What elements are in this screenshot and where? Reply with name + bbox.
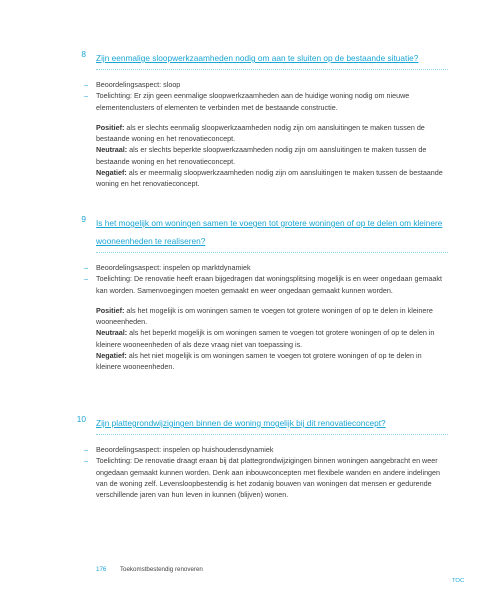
dash-marker: – (84, 456, 88, 466)
section-9 (81, 213, 448, 373)
question-number: 9 (81, 214, 86, 224)
bullet-item: – Beoordelingsaspect: sloop (84, 80, 181, 89)
rating-negative: Negatief: als het niet mogelijk is om woningen samen te voegen tot grotere woningen of op te delen in kleinere wooneenheden. (96, 351, 422, 372)
question-link[interactable]: Zijn eenmalige sloopwerkzaamheden nodig om aan te sluiten op de bestaande situatie? (96, 53, 419, 63)
question-number: 10 (76, 414, 86, 424)
dash-marker: – (84, 263, 88, 272)
rating-positive: Positief: als er slechts eenmalig sloopwerkzaamheden nodig zijn om aansluitingen te maken tussen de bestaande woning en het renovatieconcept. (96, 122, 425, 144)
question-heading (76, 413, 448, 435)
bullet-list (84, 444, 448, 500)
dash-marker: – (84, 274, 88, 284)
rating-neutral: Neutraal: als het beperkt mogelijk is om woningen samen te voegen tot grotere woningen of op te delen in kleinere wooneenheden of als deze vraag niet van toepassing is. (96, 328, 435, 349)
bullet-list (84, 79, 448, 113)
bullet-item: – Beoordelingsaspect: inspelen op marktdynamiek (84, 263, 251, 272)
section-8 (81, 48, 448, 190)
rating-neutral: Neutraal: als er slechts beperkte sloopwerkzaamheden nodig zijn om aansluitingen te maken tussen de bestaande woning en het renovatieconcept. (96, 145, 427, 166)
question-number: 8 (81, 49, 86, 59)
bullet-item: – Toelichting: De renovatie draagt eraan bij dat plattegrondwijzigingen binnen woningen aangebracht en weer ongedaan gemaakt kunnen worden. Denk aan inbouwconcepten met flexibele wanden en andere indelingen van de woning zelf. Levensloopbestendig is het zodanig bouwen van woningen dat mensen er gedurende verschillende jaren van hun leven in kunnen (blijven) wonen. (84, 456, 441, 500)
bullet-item: – Beoordelingsaspect: inspelen op huishoudensdynamiek (84, 445, 274, 454)
bullet-item: – Toelichting: De renovatie heeft eraan bijgedragen dat woningsplitsing mogelijk is en weer ongedaan gemaakt kan worden. Samenvoegingen moeten gemaakt en weer ongedaan gemaakt kunnen worden. (84, 274, 443, 295)
document-title: Toekomstbestendig renoveren (119, 566, 203, 573)
bullet-list (84, 262, 448, 296)
ratings-paragraph (96, 122, 448, 190)
toc-link[interactable]: TOC (452, 578, 465, 584)
question-link[interactable]: Zijn plattegrondwijzigingen binnen de woning mogelijk bij dit renovatieconcept? (96, 418, 386, 428)
question-heading (81, 48, 448, 70)
page-number: 176 (96, 566, 107, 573)
question-heading (81, 213, 448, 253)
page-footer (96, 566, 203, 573)
rating-negative: Negatief: als er meermalig sloopwerkzaamheden nodig zijn om aansluitingen te maken tussen de bestaande woning en het renovatieconcept. (96, 168, 443, 189)
bullet-item: – Toelichting: Er zijn geen eenmalige sloopwerkzaamheden aan de huidige woning nodig om nieuwe elementenclusters of elementen te verbinden met de bestaande constructie. (84, 91, 410, 112)
rating-positive: Positief: als het mogelijk is om woningen samen te voegen tot grotere woningen of op te delen in kleinere wooneenheden. (96, 305, 433, 327)
dash-marker: – (84, 91, 88, 101)
ratings-paragraph (96, 305, 448, 373)
dash-marker: – (84, 80, 88, 89)
question-link[interactable]: Is het mogelijk om woningen samen te voegen tot grotere woningen of op te delen om kleinere wooneenheden te realiseren? (96, 218, 443, 246)
dash-marker: – (84, 445, 88, 454)
section-10 (76, 413, 448, 500)
